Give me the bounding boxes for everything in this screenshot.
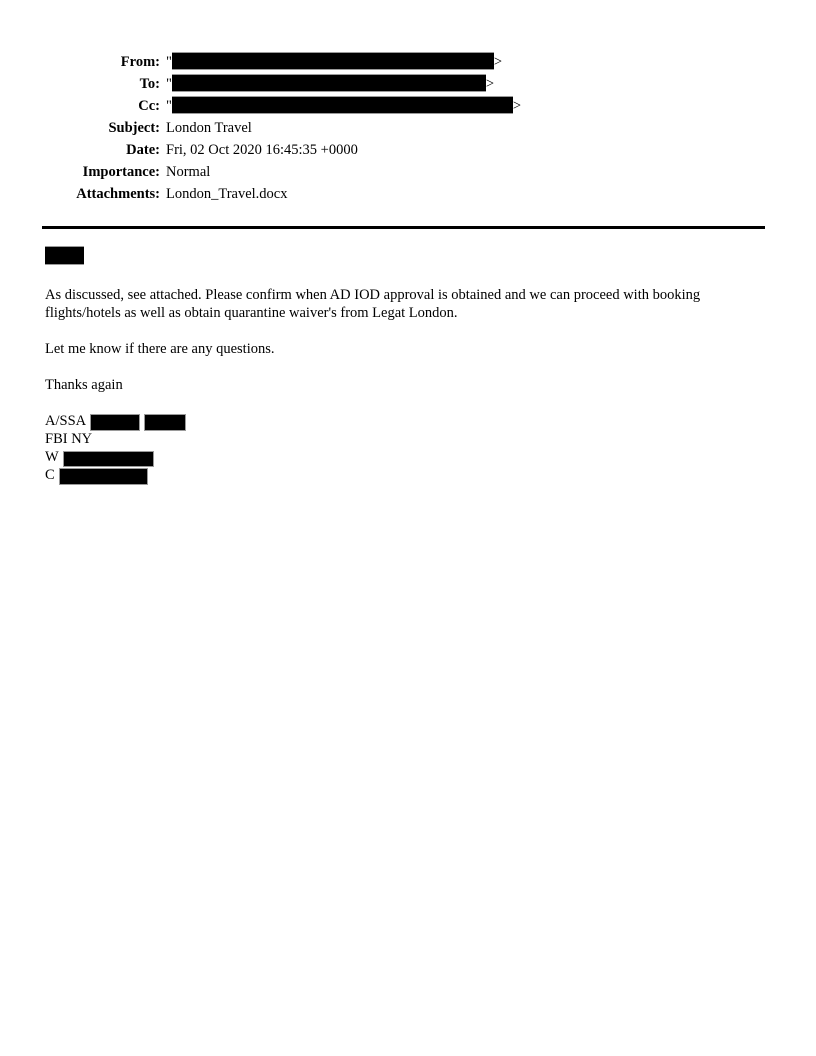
- to-label: To:: [139, 76, 160, 92]
- importance-value: Normal: [166, 164, 211, 180]
- header-row-to: [45, 73, 521, 95]
- last-name-redaction-bar: [144, 414, 186, 431]
- cc-redaction-bar: [172, 96, 513, 114]
- header-row-cc: [45, 95, 521, 117]
- from-redaction-bar: [172, 52, 494, 70]
- cc-label: Cc:: [138, 98, 160, 114]
- header-row-subject: [45, 117, 521, 139]
- signature-office-line: FBI NY: [45, 431, 93, 447]
- work-phone-redaction-bar: [63, 451, 154, 467]
- to-redaction-bar: [172, 74, 486, 92]
- cell-phone-prefix: C: [45, 467, 55, 483]
- header-row-importance: [45, 161, 521, 183]
- work-phone-prefix: W: [45, 449, 59, 465]
- signature-block: [45, 412, 773, 484]
- header-row-date: [45, 139, 521, 161]
- quote-mark: ": [166, 76, 172, 92]
- closing-line: Thanks again: [45, 377, 123, 393]
- subject-value: London Travel: [166, 120, 252, 136]
- date-label: Date:: [126, 142, 160, 158]
- greeting-redaction-bar: [45, 246, 84, 265]
- header-row-attachments: [45, 183, 521, 205]
- email-header: [45, 51, 521, 205]
- header-body-divider: [42, 226, 765, 229]
- cell-phone-redaction-bar: [59, 468, 148, 485]
- body-paragraph-1: As discussed, see attached. Please confirm when AD IOD approval is obtained and we can proceed with booking flights/hotels as well as obtain quarantine waiver's from Legat London.: [45, 287, 701, 321]
- date-value: Fri, 02 Oct 2020 16:45:35 +0000: [166, 142, 358, 158]
- signature-work-phone-line: [45, 448, 773, 466]
- subject-label: Subject:: [108, 120, 160, 136]
- header-row-from: [45, 51, 521, 73]
- quote-mark: ": [166, 98, 172, 114]
- angle-bracket: >: [485, 76, 495, 92]
- attachments-label: Attachments:: [76, 186, 160, 202]
- signature-title: A/SSA: [45, 413, 87, 429]
- from-label: From:: [120, 54, 160, 70]
- from-value: [160, 51, 502, 73]
- email-body: [45, 246, 773, 484]
- cc-value: [160, 95, 521, 117]
- to-value: [160, 73, 494, 95]
- signature-cell-phone-line: [45, 466, 773, 484]
- body-paragraph-2: Let me know if there are any questions.: [45, 341, 275, 357]
- angle-bracket: >: [512, 98, 522, 114]
- attachment-filename: London_Travel.docx: [166, 186, 288, 202]
- signature-name-line: [45, 412, 773, 430]
- angle-bracket: >: [493, 54, 503, 70]
- importance-label: Importance:: [82, 164, 160, 180]
- first-name-redaction-bar: [90, 414, 140, 431]
- quote-mark: ": [166, 54, 172, 70]
